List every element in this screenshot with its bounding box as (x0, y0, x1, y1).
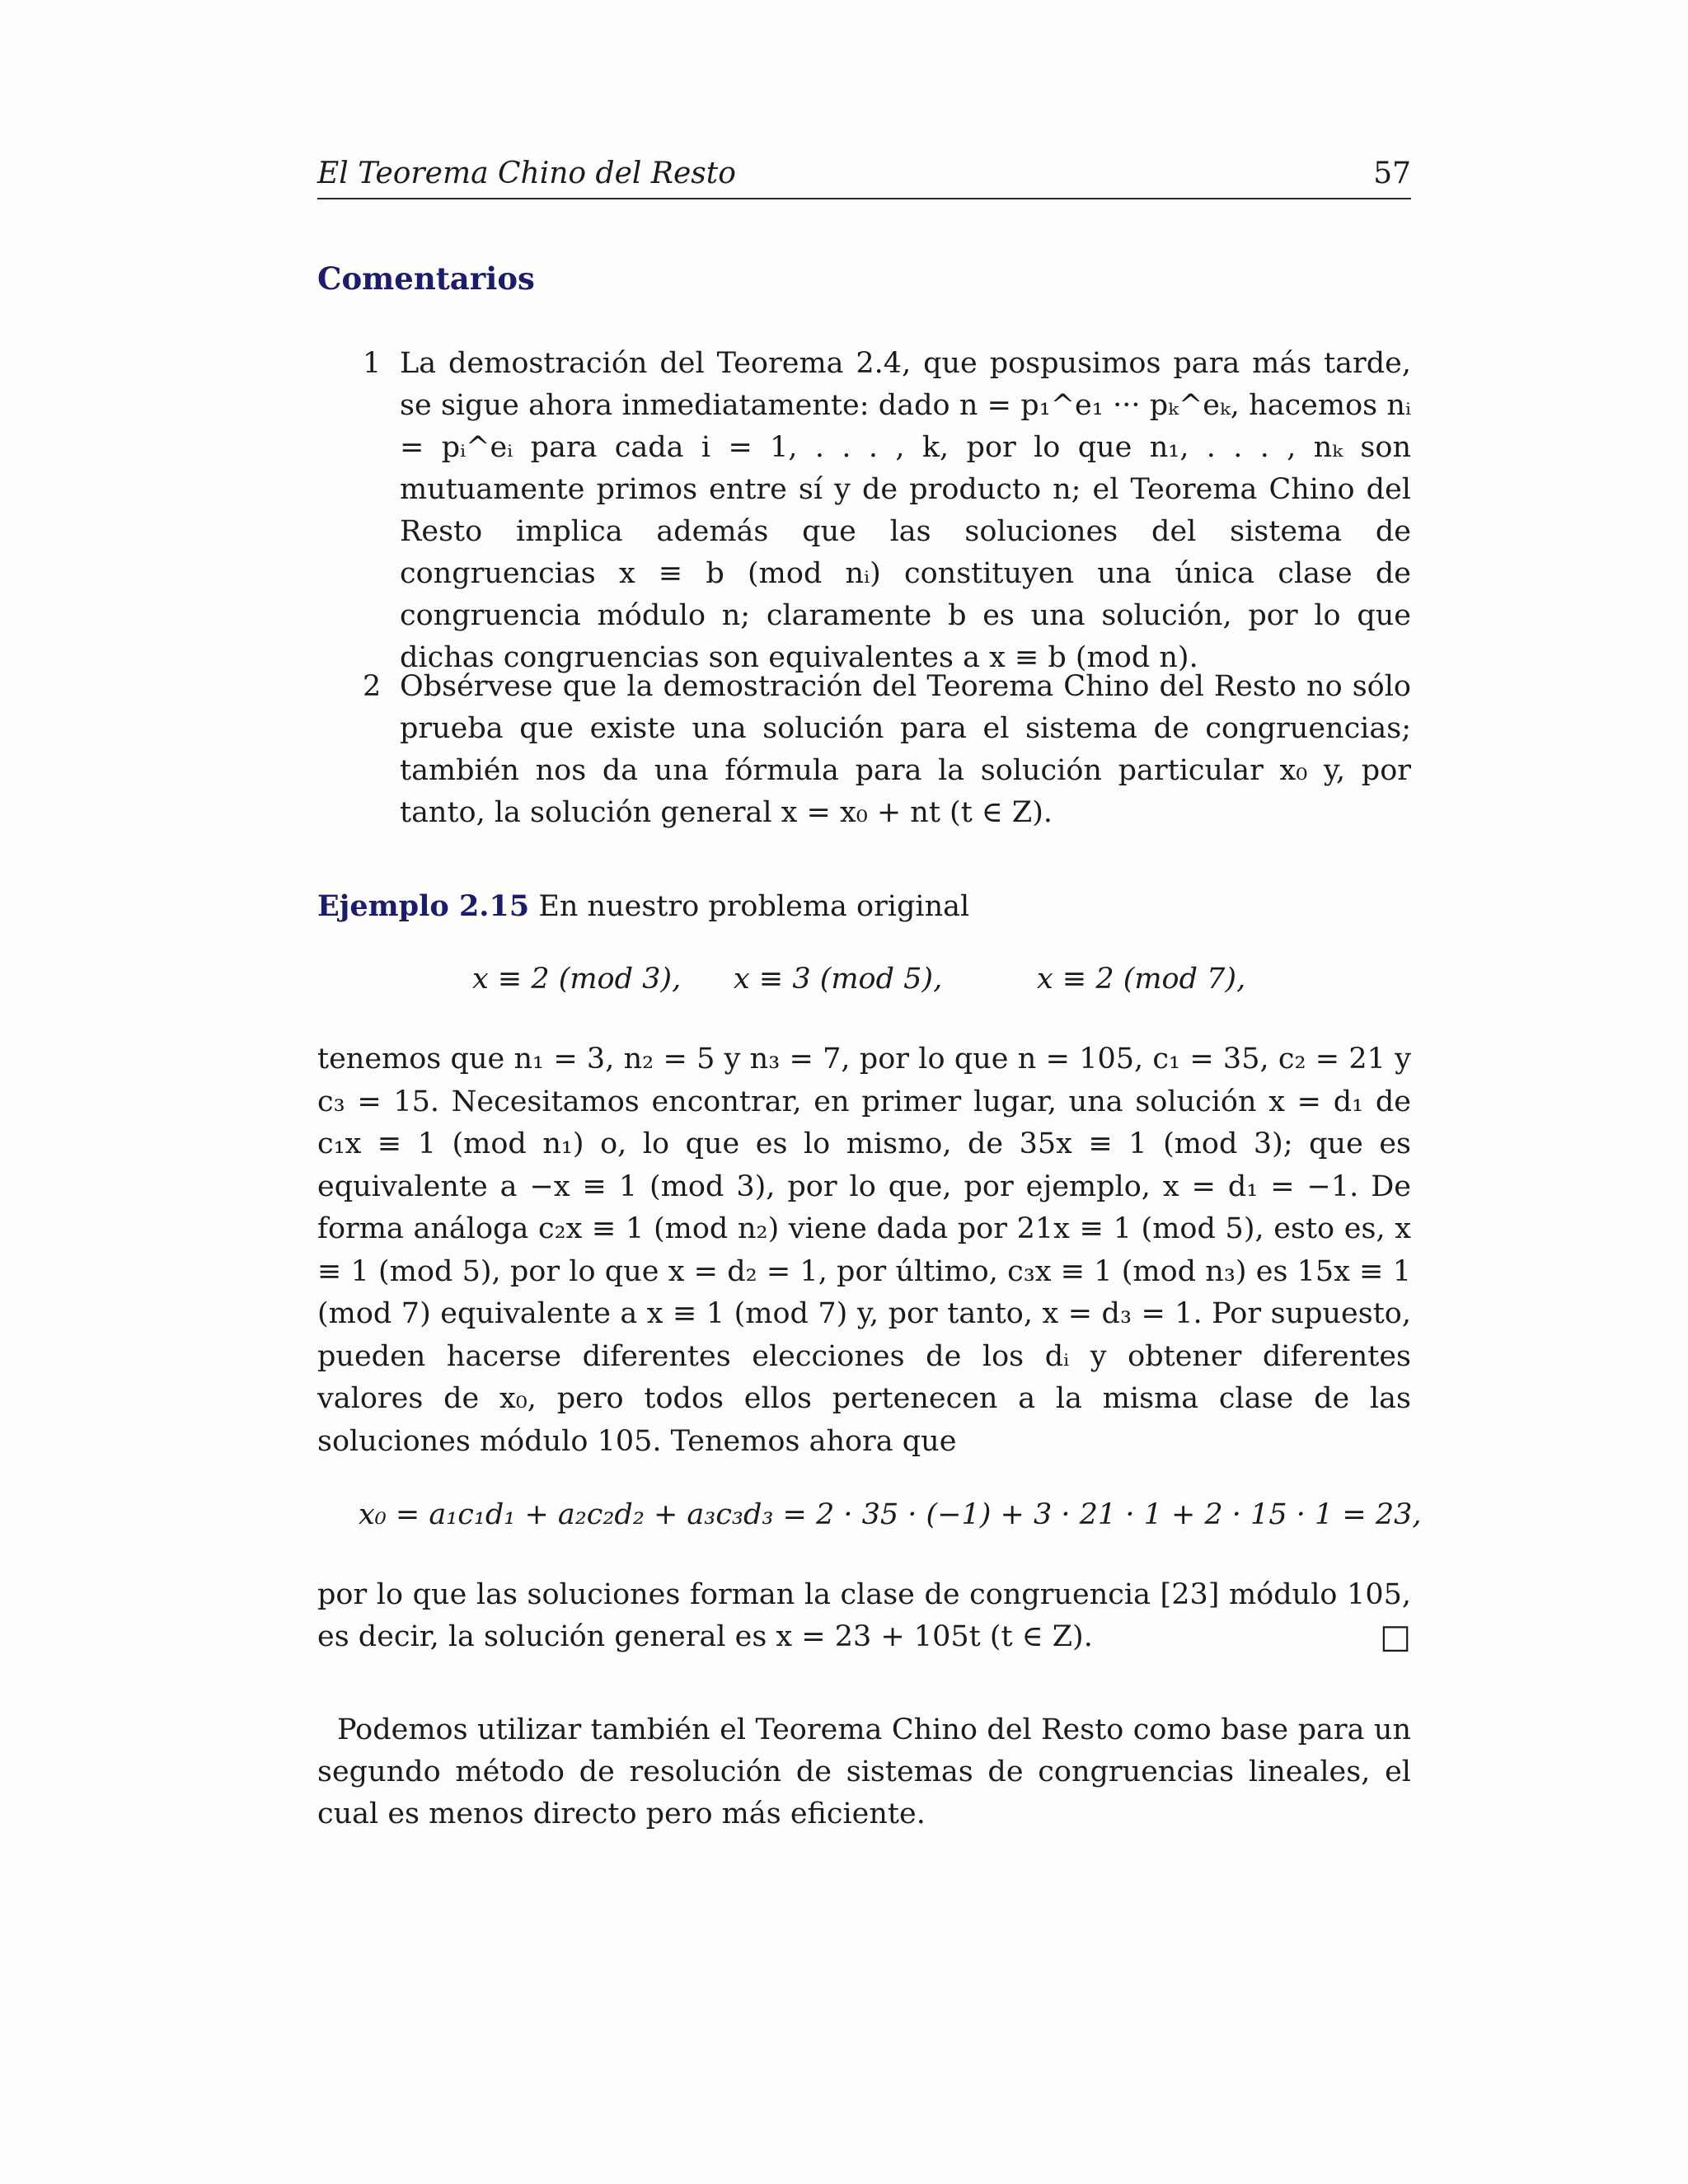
example-conclusion (317, 1574, 1411, 1658)
section-title: Comentarios (317, 260, 535, 297)
example-heading (317, 885, 1411, 928)
page-number: 57 (1373, 157, 1411, 190)
congruence-3: x ≡ 2 (mod 7), (1037, 963, 1246, 996)
chapter-title: El Teorema Chino del Resto (317, 157, 736, 190)
comment-number: 1 (363, 347, 382, 380)
congruence-2: x ≡ 3 (mod 5), (734, 963, 943, 996)
example-intro: En nuestro problema original (538, 890, 970, 923)
running-header (317, 157, 1411, 199)
page (317, 0, 1422, 2184)
example-body: tenemos que n₁ = 3, n₂ = 5 y n₃ = 7, por lo que n = 105, c₁ = 35, c₂ = 21 y c₃ = 15. Necesitamos encontrar, en primer lugar, una solución x = d₁ de c₁x ≡ 1 (mod n₁) o, lo que es lo mismo, de 35x ≡ 1 (mod 3); que es equivalente a −x ≡ 1 (mod 3), por lo que, por ejemplo, x = d₁ = −1. De forma análoga c₂x ≡ 1 (mod n₂) viene dada por 21x ≡ 1 (mod 5), esto es, x ≡ 1 (mod 5), por lo que x = d₂ = 1, por último, c₃x ≡ 1 (mod n₃) es 15x ≡ 1 (mod 7) equivalente a x ≡ 1 (mod 7) y, por tanto, x = d₃ = 1. Por supuesto, pueden hacerse diferentes elecciones de los dᵢ y obtener diferentes valores de x₀, pero todos ellos pertenecen a la misma clase de las soluciones módulo 105. Tenemos ahora que (317, 1043, 1411, 1458)
closing-paragraph: Podemos utilizar también el Teorema Chino del Resto como base para un segundo método de resolución de sistemas de congruencias lineales, el cual es menos directo pero más eficiente. (317, 1713, 1411, 1830)
comment-item-1 (317, 343, 1411, 679)
comment-item-2 (317, 666, 1411, 834)
example-label: Ejemplo 2.15 (317, 889, 530, 923)
congruence-1: x ≡ 2 (mod 3), (472, 963, 682, 996)
comment-text: Obsérvese que la demostración del Teorema Chino del Resto no sólo prueba que existe una solución para el sistema de congruencias; también nos da una fórmula para la solución particular x₀ y, por tanto, la solución general x = x₀ + nt (t ∈ Z). (400, 670, 1411, 829)
comment-text: La demostración del Teorema 2.4, que pospusimos para más tarde, se sigue ahora inmediatamente: dado n = p₁^e₁ ··· pₖ^eₖ, hacemos nᵢ = pᵢ^eᵢ para cada i = 1, . . . , k, por lo que n₁, . . . , nₖ son mutuamente primos entre sí y de producto n; el Teorema Chino del Resto implica además que las soluciones del sistema de congruencias x ≡ b (mod nᵢ) constituyen una única clase de congruencia módulo n; claramente b es una solución, por lo que dichas congruencias son equivalentes a x ≡ b (mod n). (400, 347, 1411, 674)
conclusion-text: por lo que las soluciones forman la clase de congruencia [23] módulo 105, es decir, la solución general es x = 23 + 105t (t ∈ Z). (317, 1578, 1411, 1653)
qed-symbol: □ (1380, 1618, 1411, 1656)
display-equation: x₀ = a₁c₁d₁ + a₂c₂d₂ + a₃c₃d₃ = 2 · 35 · (−1) + 3 · 21 · 1 + 2 · 15 · 1 = 23, (359, 1498, 1422, 1531)
comment-number: 2 (363, 670, 382, 703)
